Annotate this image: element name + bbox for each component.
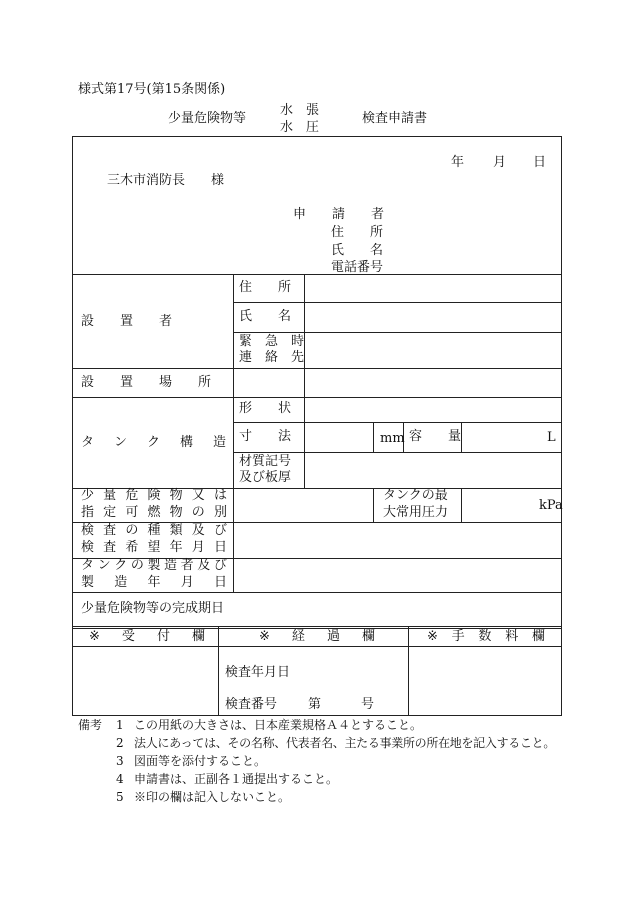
title-option-water-pressure: 水 圧 [280, 120, 320, 135]
applicant-name-label: 氏 名 [331, 243, 384, 258]
note-5-number: 5 [116, 790, 124, 804]
title-suffix: 検査申請書 [362, 111, 428, 126]
hazmat-type-label-1: 少 量 危 険 物 又 は [81, 488, 227, 503]
emergency-contact-label-1: 緊 急 時 [239, 334, 305, 349]
date-day-label: 日 [533, 155, 547, 170]
inspection-date-label: 検査年月日 [225, 665, 291, 680]
title-option-water-fill: 水 張 [280, 103, 320, 118]
addressee: 三木市消防長 様 [107, 173, 225, 188]
installer-name-label: 氏 名 [239, 309, 292, 324]
note-3-number: 3 [116, 754, 124, 768]
applicant-phone-label: 電話番号 [331, 260, 384, 275]
dimensions-unit: mm [380, 431, 405, 446]
maker-label-2: 製 造 年 月 日 [81, 575, 227, 590]
capacity-label: 容 量 [409, 429, 462, 444]
max-pressure-label-1: タンクの最 [383, 488, 448, 503]
pressure-unit: kPa [539, 498, 563, 513]
maker-label-1: タ ン ク の 製 造 者 及 び [81, 558, 227, 573]
shape-label: 形 状 [239, 401, 292, 416]
progress-column-header: ※ 経 過 欄 [259, 629, 375, 644]
note-2-text: 法人にあっては、その名称、代表者名、主たる事業所の所在地を記入すること。 [134, 736, 556, 750]
notes-label: 備考 [78, 718, 103, 732]
completion-date-label: 少量危険物等の完成期日 [81, 601, 225, 616]
tank-structure-label: タ ン ク 構 造 [81, 435, 227, 450]
inspection-type-label-2: 検 査 希 望 年 月 日 [81, 540, 227, 555]
note-1-number: 1 [116, 718, 124, 732]
note-4-number: 4 [116, 772, 124, 786]
title-prefix: 少量危険物等 [168, 111, 247, 126]
note-5-text: ※印の欄は記入しないこと。 [134, 790, 291, 804]
application-form [72, 136, 562, 716]
dimensions-label: 寸 法 [239, 429, 292, 444]
location-label: 設 置 場 所 [81, 375, 212, 390]
max-pressure-label-2: 大常用圧力 [383, 505, 449, 520]
fee-column-header: ※ 手 数 料 欄 [427, 629, 545, 644]
form-number: 様式第17号(第15条関係) [78, 82, 226, 97]
installer-label: 設 置 者 [81, 314, 173, 329]
inspection-number-go: 号 [361, 697, 375, 712]
applicant-heading: 申 請 者 [293, 207, 385, 222]
note-1-text: この用紙の大きさは、日本産業規格Ａ４とすること。 [134, 718, 423, 732]
inspection-number-label: 検査番号 [225, 697, 278, 712]
material-label-2: 及び板厚 [239, 470, 292, 485]
material-label-1: 材質記号 [239, 454, 292, 469]
inspection-type-label-1: 検 査 の 種 類 及 び [81, 523, 227, 538]
date-month-label: 月 [493, 155, 507, 170]
emergency-contact-label-2: 連 絡 先 [239, 350, 305, 365]
capacity-unit: L [547, 430, 556, 445]
installer-address-label: 住 所 [239, 280, 292, 295]
note-3-text: 図面等を添付すること。 [134, 754, 267, 768]
hazmat-type-label-2: 指 定 可 燃 物 の 別 [81, 505, 227, 520]
inspection-number-dai: 第 [308, 697, 322, 712]
applicant-address-label: 住 所 [331, 225, 384, 240]
date-year-label: 年 [451, 155, 465, 170]
reception-column-header: ※ 受 付 欄 [89, 629, 205, 644]
note-4-text: 申請書は、正副各１通提出すること。 [134, 772, 339, 786]
note-2-number: 2 [116, 736, 124, 750]
